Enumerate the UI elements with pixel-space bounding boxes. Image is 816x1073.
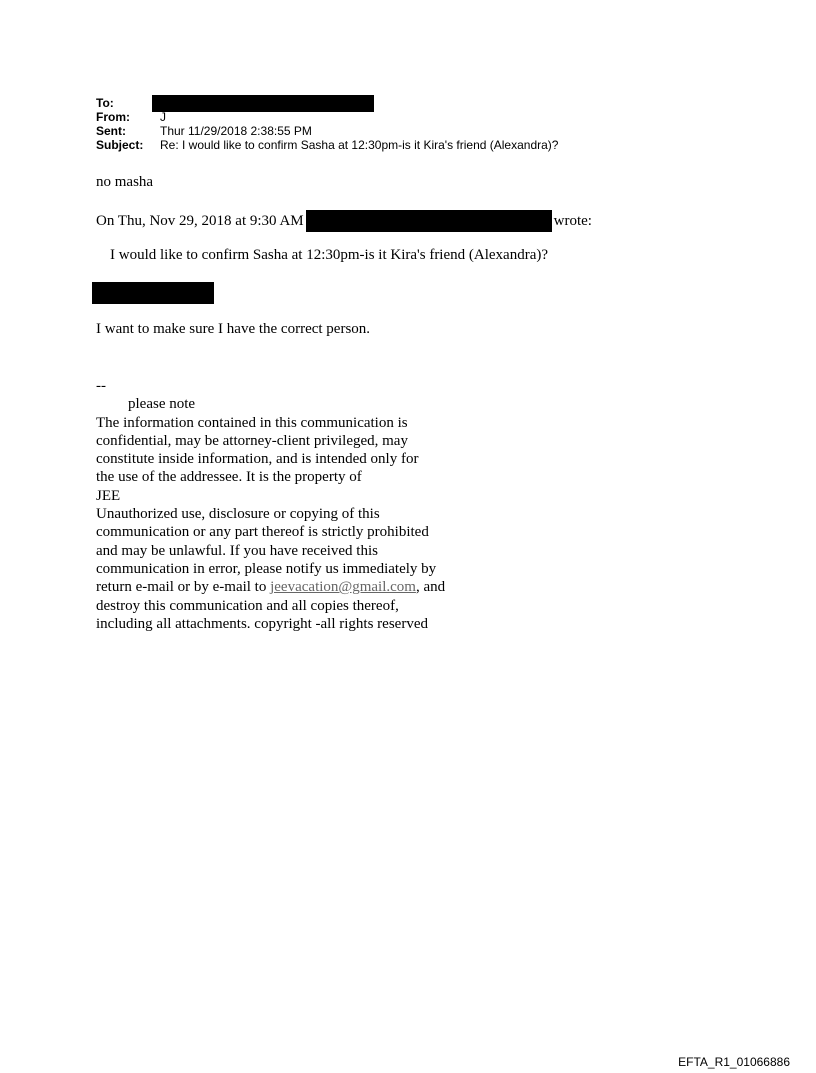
from-label: From: (96, 110, 130, 124)
disclaimer-line: Unauthorized use, disclosure or copying of this (96, 506, 380, 523)
quote-intro (96, 210, 592, 232)
disclaimer (96, 377, 445, 633)
to-label: To: (96, 96, 114, 110)
subject-value: Re: I would like to confirm Sasha at 12:30pm-is it Kira's friend (Alexandra)? (160, 138, 559, 152)
disclaimer-line: including all attachments. copyright -all rights reserved (96, 615, 428, 632)
sent-label: Sent: (96, 124, 126, 138)
disclaimer-line: and may be unlawful. If you have received this (96, 542, 378, 559)
sent-row (96, 124, 558, 138)
note-heading: please note (128, 396, 196, 413)
sent-value: Thur 11/29/2018 2:38:55 PM (160, 124, 312, 138)
disclaimer-line: destroy this communication and all copies thereof, (96, 597, 399, 614)
reply-text: no masha (96, 174, 154, 190)
from-value: J (160, 110, 166, 124)
email-line (96, 578, 445, 596)
to-redaction (152, 95, 374, 112)
disclaimer-line: communication in error, please notify us immediately by (96, 560, 437, 577)
email-line-prefix: return e-mail or by e-mail to (96, 579, 271, 596)
quoted-line: I would like to confirm Sasha at 12:30pm-is it Kira's friend (Alexandra)? (110, 247, 549, 263)
correct-person-line: I want to make sure I have the correct person. (96, 321, 371, 337)
quote-intro-suffix: wrote: (553, 212, 592, 229)
subject-label: Subject: (96, 138, 144, 152)
disclaimer-line: confidential, may be attorney-client privileged, may (96, 432, 408, 449)
disclaimer-line: communication or any part thereof is strictly prohibited (96, 524, 429, 541)
disclaimer-line: The information contained in this communication is (96, 414, 408, 431)
email-line-suffix: , and (415, 579, 446, 596)
from-row (96, 110, 558, 124)
separator: -- (96, 378, 106, 394)
sender-redaction (306, 210, 552, 232)
to-row (96, 96, 558, 110)
bates-number: EFTA_R1_01066886 (678, 1055, 790, 1069)
disclaimer-line: the use of the addressee. It is the property of (96, 469, 362, 486)
subject-row (96, 138, 558, 152)
email-header (96, 96, 558, 152)
disclaimer-line: JEE (96, 487, 121, 504)
quote-intro-prefix: On Thu, Nov 29, 2018 at 9:30 AM (96, 212, 304, 229)
email-link[interactable]: jeevacation@gmail.com (270, 579, 416, 596)
signature-redaction (92, 282, 214, 304)
disclaimer-line: constitute inside information, and is intended only for (96, 451, 419, 468)
